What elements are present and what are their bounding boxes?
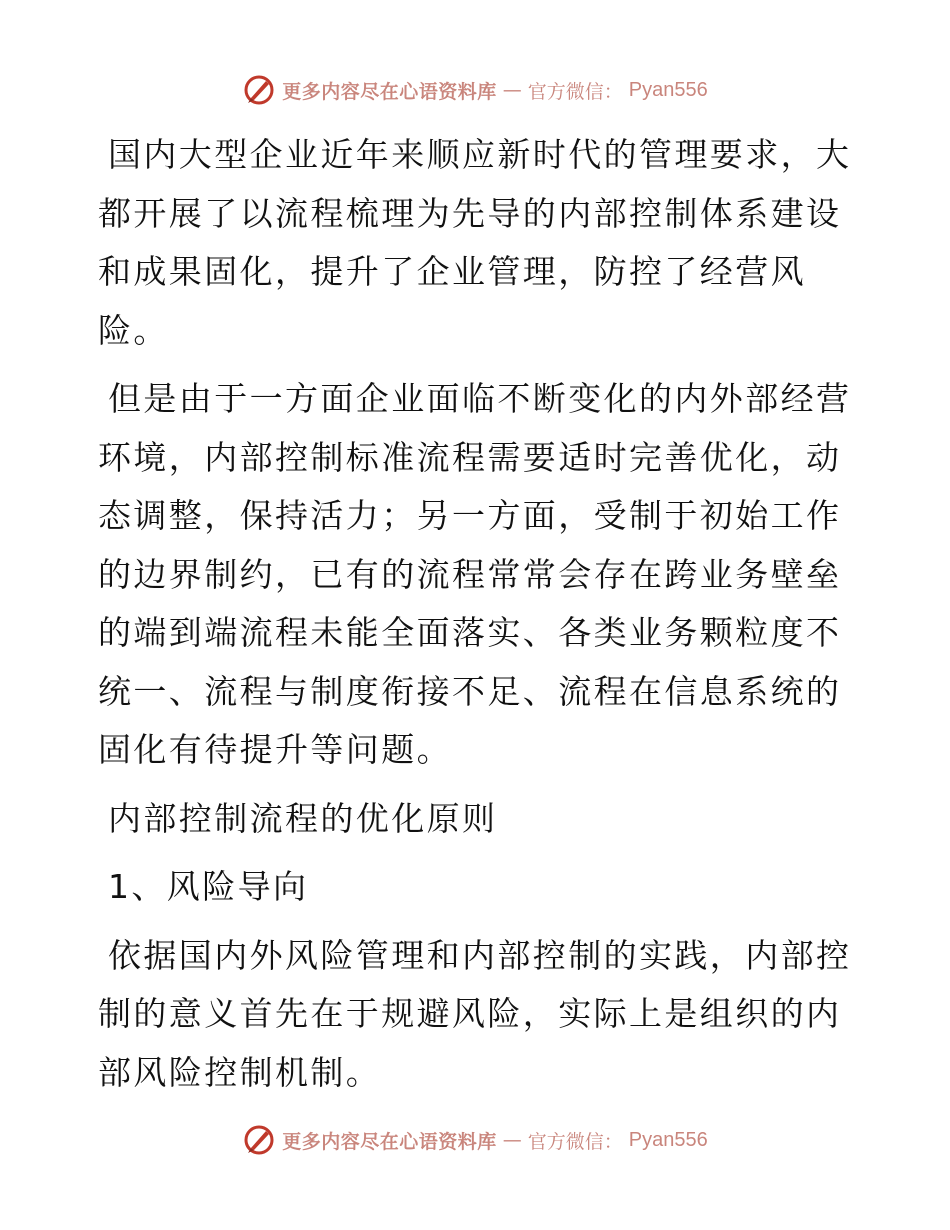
watermark-dash: —	[502, 1129, 522, 1151]
watermark-group	[242, 73, 708, 107]
subsection-heading: 1、风险导向	[108, 867, 309, 906]
watermark-group	[242, 1123, 708, 1157]
quill-circle-icon	[242, 1123, 276, 1157]
quill-circle-icon	[242, 73, 276, 107]
watermark-main-text: 更多内容尽在心语资料库	[282, 1130, 497, 1153]
paragraph-risk-orientation: 依据国内外风险管理和内部控制的实践，内部控制的意义首先在于规避风险，实际上是组织的内部风险控制机制。	[98, 935, 852, 1092]
header-watermark	[0, 70, 950, 110]
paragraph-problems: 但是由于一方面企业面临不断变化的内外部经营环境，内部控制标准流程需要适时完善优化，动态调整，保持活力；另一方面，受制于初始工作的边界制约，已有的流程常常会存在跨业务壁垒的端到端流程未能全面落实、各类业务颗粒度不统一、流程与制度衔接不足、流程在信息系统的固化有待提升等问题。	[98, 379, 852, 769]
watermark-main-text: 更多内容尽在心语资料库	[282, 80, 497, 103]
watermark-wechat-id: Pyan556	[628, 1128, 708, 1151]
watermark-sub-text: 官方微信：	[527, 1130, 623, 1153]
document-body	[98, 126, 858, 1112]
watermark-sub-text: 官方微信：	[527, 80, 623, 103]
paragraph-intro: 国内大型企业近年来顺应新时代的管理要求，大都开展了以流程梳理为先导的内部控制体系建设和成果固化，提升了企业管理，防控了经营风险。	[98, 135, 852, 350]
watermark-dash: —	[502, 79, 522, 101]
footer-watermark	[0, 1120, 950, 1160]
watermark-wechat-id: Pyan556	[628, 78, 708, 101]
section-heading: 内部控制流程的优化原则	[108, 798, 498, 838]
